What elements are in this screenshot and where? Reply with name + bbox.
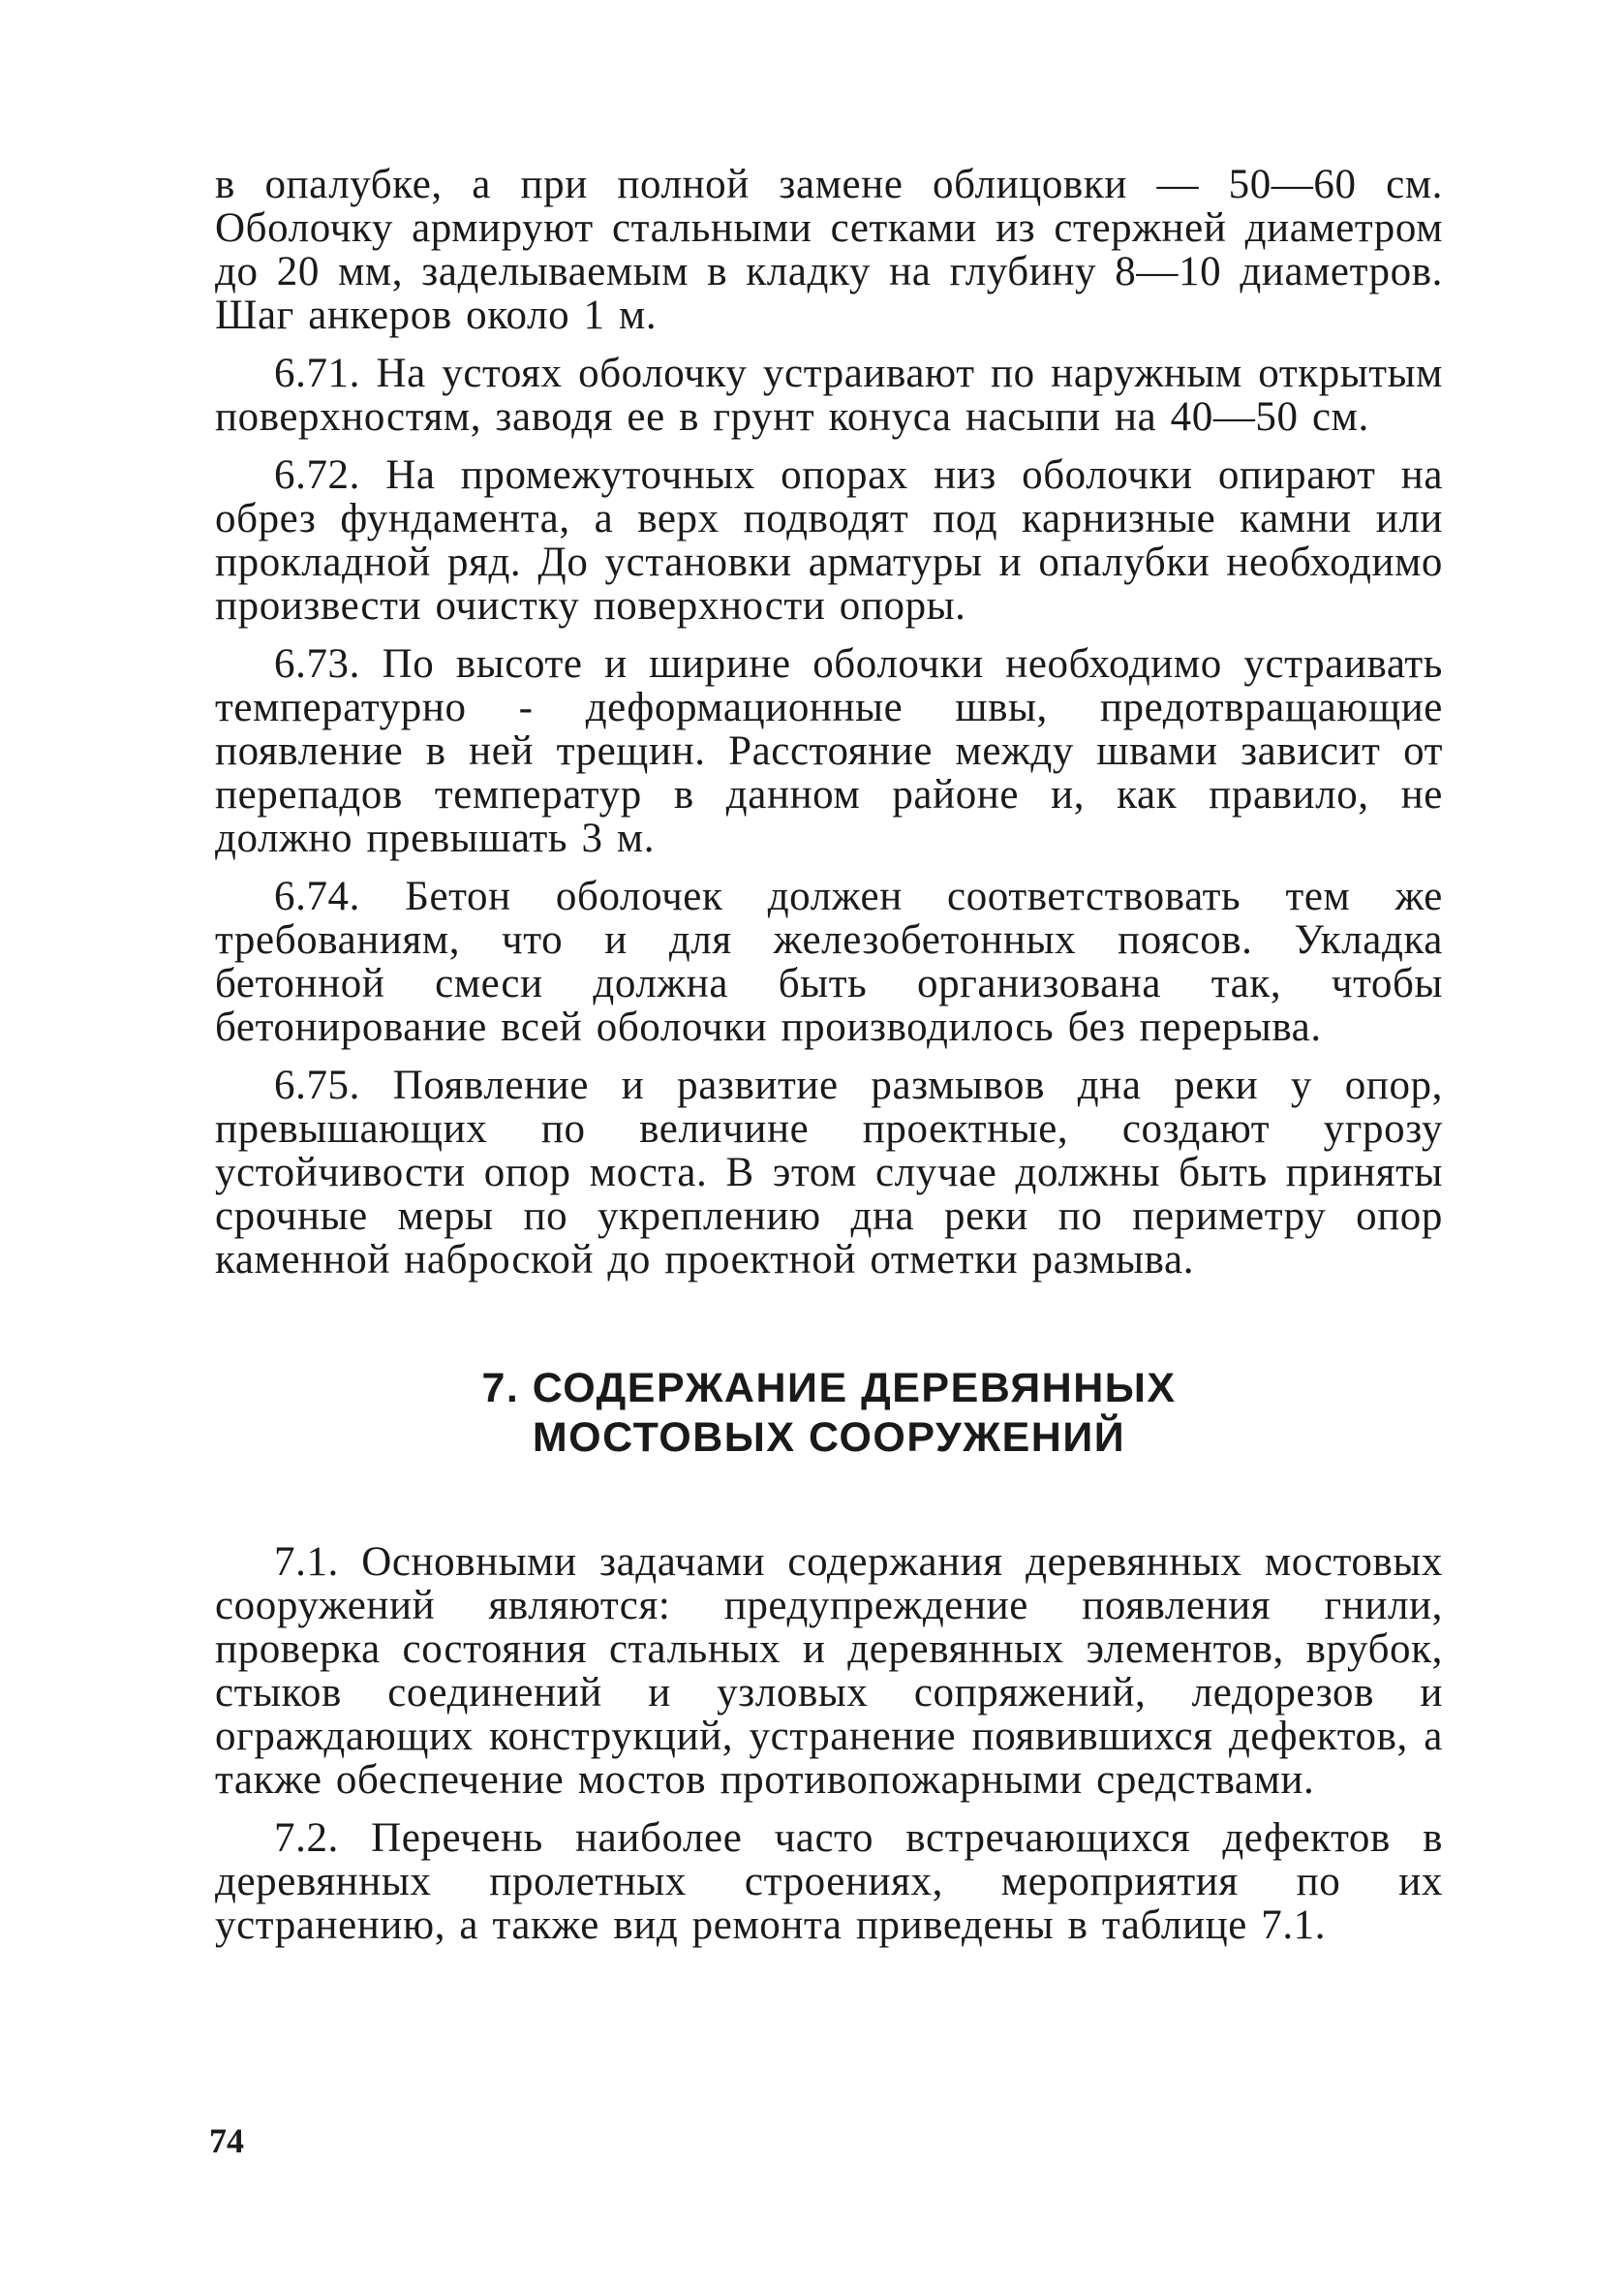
- paragraph-7-2: 7.2. Перечень наиболее часто встречающихся дефектов в деревянных пролетных строениях, мероприятия по их устранению, а также вид ремонта приведены в таблице 7.1.: [215, 1815, 1443, 1948]
- paragraph-6-73: 6.73. По высоте и ширине оболочки необходимо устраивать температурно - деформационные швы, предотвращающие появление в ней трещин. Расстояние между швами зависит от перепадов температур в данном районе и, как правило, не должно превышать 3 м.: [215, 641, 1443, 861]
- paragraph-7-1: 7.1. Основными задачами содержания деревянных мостовых сооружений являются: предупреждение появления гнили, проверка состояния стальных и деревянных элементов, врубок, стыков соединений и узловых сопряжений, ледорезов и ограждающих конструкций, устранение появившихся дефектов, а также обеспечение мостов противопожарными средствами.: [215, 1539, 1443, 1803]
- paragraph-6-72: 6.72. На промежуточных опорах низ оболочки опирают на обрез фундамента, а верх подводят под карнизные камни или прокладной ряд. До установки арматуры и опалубки необходимо произвести очистку поверхности опоры.: [215, 452, 1443, 629]
- page-number: 74: [209, 2121, 244, 2160]
- section-heading-line-1: 7. СОДЕРЖАНИЕ ДЕРЕВЯННЫХ: [481, 1365, 1177, 1411]
- paragraph-6-71: 6.71. На устоях оболочку устраивают по наружным открытым поверхностям, заводя ее в грунт конуса насыпи на 40—50 см.: [215, 351, 1443, 440]
- paragraph-continuation: в опалубке, а при полной замене облицовки — 50—60 см. Оболочку армируют стальными сетками из стержней диаметром до 20 мм, заделываемым в кладку на глубину 8—10 диаметров. Шаг анкеров около 1 м.: [215, 162, 1443, 338]
- document-page: [215, 163, 1443, 1962]
- paragraph-6-75: 6.75. Появление и развитие размывов дна реки у опор, превышающих по величине проектные, создают угрозу устойчивости опор моста. В этом случае должны быть приняты срочные меры по укреплению дна реки по периметру опор каменной наброской до проектной отметки размыва.: [215, 1063, 1443, 1283]
- section-heading-line-2: МОСТОВЫХ СООРУЖЕНИЙ: [532, 1414, 1126, 1461]
- section-heading: [215, 1364, 1443, 1463]
- paragraph-6-74: 6.74. Бетон оболочек должен соответствовать тем же требованиям, что и для железобетонных поясов. Укладка бетонной смеси должна быть организована так, чтобы бетонирование всей оболочки производилось без перерыва.: [215, 874, 1443, 1050]
